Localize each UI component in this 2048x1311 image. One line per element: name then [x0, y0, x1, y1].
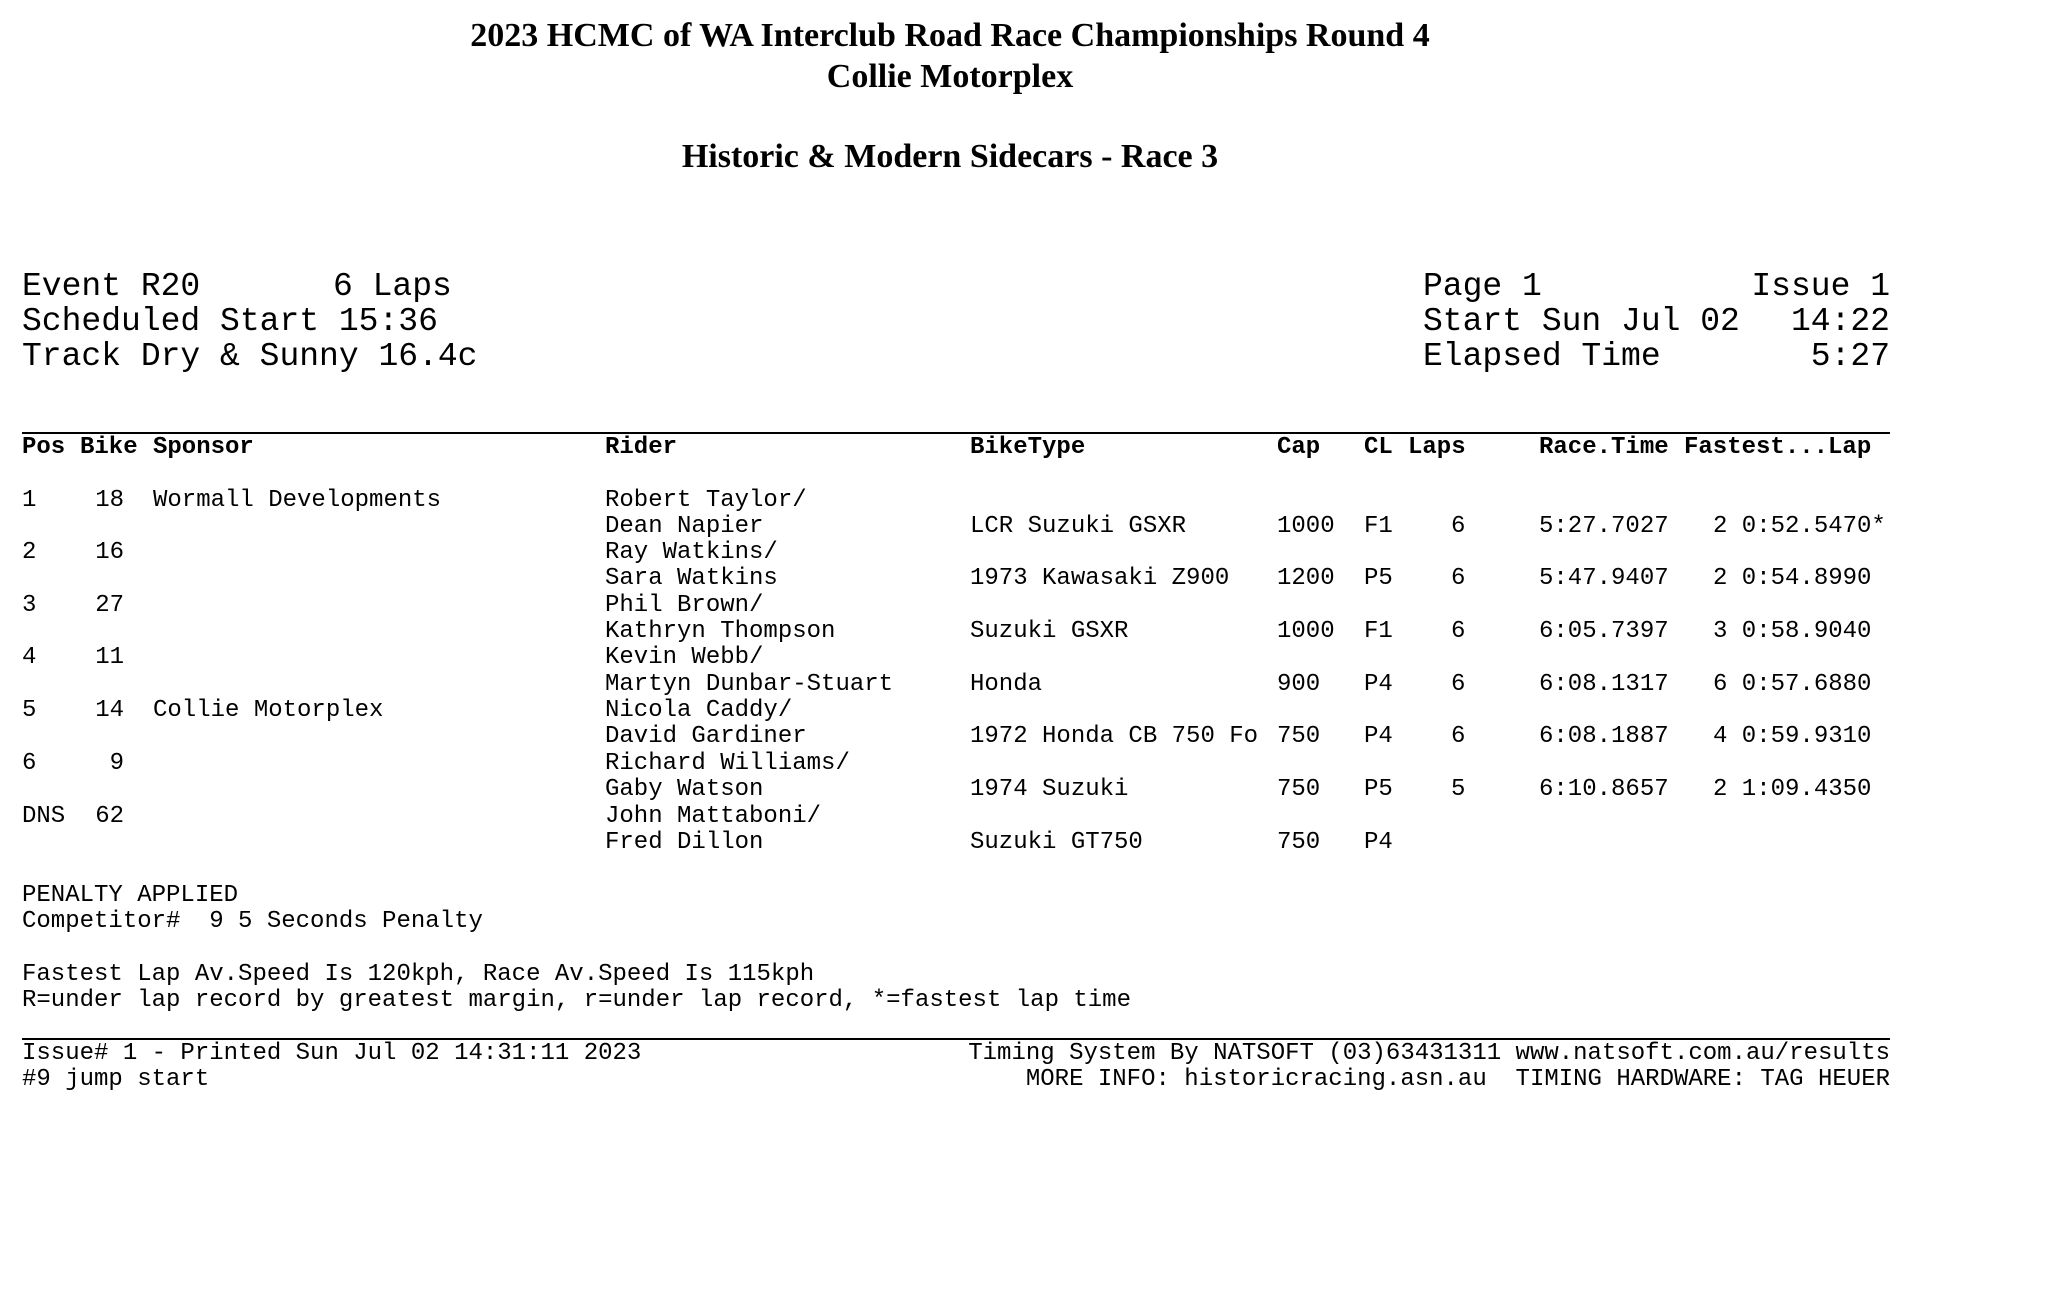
row-biketype: Honda [970, 671, 1043, 698]
col-fastest-lap: Fastest...Lap [1684, 434, 1872, 461]
row-pos: 6 [22, 750, 37, 777]
row-laps: 6 [1451, 618, 1466, 645]
track-conditions: Track Dry & Sunny 16.4c [22, 338, 478, 375]
row-bike: 16 [95, 539, 124, 566]
row-biketype: LCR Suzuki GSXR [970, 513, 1187, 540]
jump-start-note: #9 jump start [22, 1066, 210, 1093]
row-bike: 9 [109, 750, 124, 777]
legend-line: R=under lap record by greatest margin, r=under lap record, *=fastest lap time [22, 987, 1131, 1014]
row-bike: 11 [95, 644, 124, 671]
row-cap: 750 [1277, 723, 1321, 750]
timing-system: Timing System By NATSOFT (03)63431311 www.natsoft.com.au/results [968, 1040, 1890, 1067]
row-rider-1: Richard Williams/ [605, 750, 850, 777]
event-label: Event R20 [22, 268, 201, 305]
row-laps: 6 [1451, 723, 1466, 750]
row-bike: 62 [95, 803, 124, 830]
penalty-line: Competitor# 9 5 Seconds Penalty [22, 908, 483, 935]
race-title: Historic & Modern Sidecars - Race 3 [681, 138, 1219, 175]
row-rider-1: Phil Brown/ [605, 592, 764, 619]
row-biketype: Suzuki GT750 [970, 829, 1143, 856]
laps-label: 6 Laps [333, 268, 452, 305]
col-cl: CL [1364, 434, 1393, 461]
row-pos: 2 [22, 539, 37, 566]
start-label: Start Sun Jul 02 [1423, 303, 1740, 340]
row-rider-2: Fred Dillon [605, 829, 764, 856]
row-pos: DNS [22, 803, 66, 830]
col-pos: Pos [22, 434, 66, 461]
col-rider: Rider [605, 434, 678, 461]
row-racetime: 5:27.7027 [1539, 513, 1669, 540]
row-cap: 900 [1277, 671, 1321, 698]
row-rider-2: Martyn Dunbar-Stuart [605, 671, 894, 698]
speed-line: Fastest Lap Av.Speed Is 120kph, Race Av.Speed Is 115kph [22, 961, 815, 988]
row-racetime: 5:47.9407 [1539, 565, 1669, 592]
row-fastest-lap: 4 0:59.9310 [1713, 723, 1872, 750]
row-rider-2: Dean Napier [605, 513, 764, 540]
row-cl: F1 [1364, 618, 1393, 645]
row-fastest-lap: 3 0:58.9040 [1713, 618, 1872, 645]
row-pos: 1 [22, 487, 37, 514]
championship-title: 2023 HCMC of WA Interclub Road Race Championships Round 4 [470, 17, 1430, 54]
row-biketype: 1972 Honda CB 750 Fo [970, 723, 1259, 750]
more-info: MORE INFO: historicracing.asn.au TIMING HARDWARE: TAG HEUER [1025, 1066, 1890, 1093]
row-fastest-lap: 2 0:52.5470* [1713, 513, 1886, 540]
row-laps: 6 [1451, 671, 1466, 698]
page-label: Page 1 [1423, 268, 1542, 305]
elapsed-label: Elapsed Time [1423, 338, 1661, 375]
row-pos: 4 [22, 644, 37, 671]
row-rider-1: Kevin Webb/ [605, 644, 764, 671]
col-cap: Cap [1277, 434, 1321, 461]
row-rider-1: Robert Taylor/ [605, 487, 807, 514]
col-laps: Laps [1408, 434, 1466, 461]
elapsed-value: 5:27 [1810, 338, 1890, 375]
issue-printed: Issue# 1 - Printed Sun Jul 02 14:31:11 2023 [22, 1040, 642, 1067]
row-cap: 1000 [1277, 618, 1335, 645]
col-racetime: Race.Time [1539, 434, 1669, 461]
row-cl: P5 [1364, 776, 1393, 803]
row-bike: 14 [95, 697, 124, 724]
row-cap: 750 [1277, 776, 1321, 803]
row-cap: 750 [1277, 829, 1321, 856]
row-biketype: Suzuki GSXR [970, 618, 1129, 645]
row-rider-2: Gaby Watson [605, 776, 764, 803]
col-sponsor: Sponsor [153, 434, 254, 461]
row-fastest-lap: 2 0:54.8990 [1713, 565, 1872, 592]
col-biketype: BikeType [970, 434, 1086, 461]
row-racetime: 6:08.1887 [1539, 723, 1669, 750]
row-laps: 6 [1451, 565, 1466, 592]
row-biketype: 1973 Kawasaki Z900 [970, 565, 1230, 592]
penalty-heading: PENALTY APPLIED [22, 882, 239, 909]
row-rider-1: Ray Watkins/ [605, 539, 778, 566]
row-fastest-lap: 2 1:09.4350 [1713, 776, 1872, 803]
row-bike: 18 [95, 487, 124, 514]
row-fastest-lap: 6 0:57.6880 [1713, 671, 1872, 698]
venue-title: Collie Motorplex [826, 58, 1074, 95]
row-rider-2: Sara Watkins [605, 565, 778, 592]
start-time: 14:22 [1790, 303, 1890, 340]
col-bike: Bike [80, 434, 138, 461]
row-cl: F1 [1364, 513, 1393, 540]
row-cap: 1000 [1277, 513, 1335, 540]
scheduled-start: Scheduled Start 15:36 [22, 303, 438, 340]
row-sponsor: Collie Motorplex [153, 697, 384, 724]
row-racetime: 6:10.8657 [1539, 776, 1669, 803]
row-laps: 6 [1451, 513, 1466, 540]
row-racetime: 6:08.1317 [1539, 671, 1669, 698]
row-bike: 27 [95, 592, 124, 619]
row-cl: P4 [1364, 671, 1393, 698]
row-rider-2: David Gardiner [605, 723, 807, 750]
row-rider-1: John Mattaboni/ [605, 803, 822, 830]
row-sponsor: Wormall Developments [153, 487, 442, 514]
row-cl: P5 [1364, 565, 1393, 592]
row-laps: 5 [1451, 776, 1466, 803]
row-cl: P4 [1364, 723, 1393, 750]
row-biketype: 1974 Suzuki [970, 776, 1129, 803]
row-rider-2: Kathryn Thompson [605, 618, 836, 645]
issue-label: Issue 1 [1751, 268, 1890, 305]
row-rider-1: Nicola Caddy/ [605, 697, 793, 724]
row-cl: P4 [1364, 829, 1393, 856]
row-cap: 1200 [1277, 565, 1335, 592]
row-pos: 5 [22, 697, 37, 724]
row-pos: 3 [22, 592, 37, 619]
row-racetime: 6:05.7397 [1539, 618, 1669, 645]
